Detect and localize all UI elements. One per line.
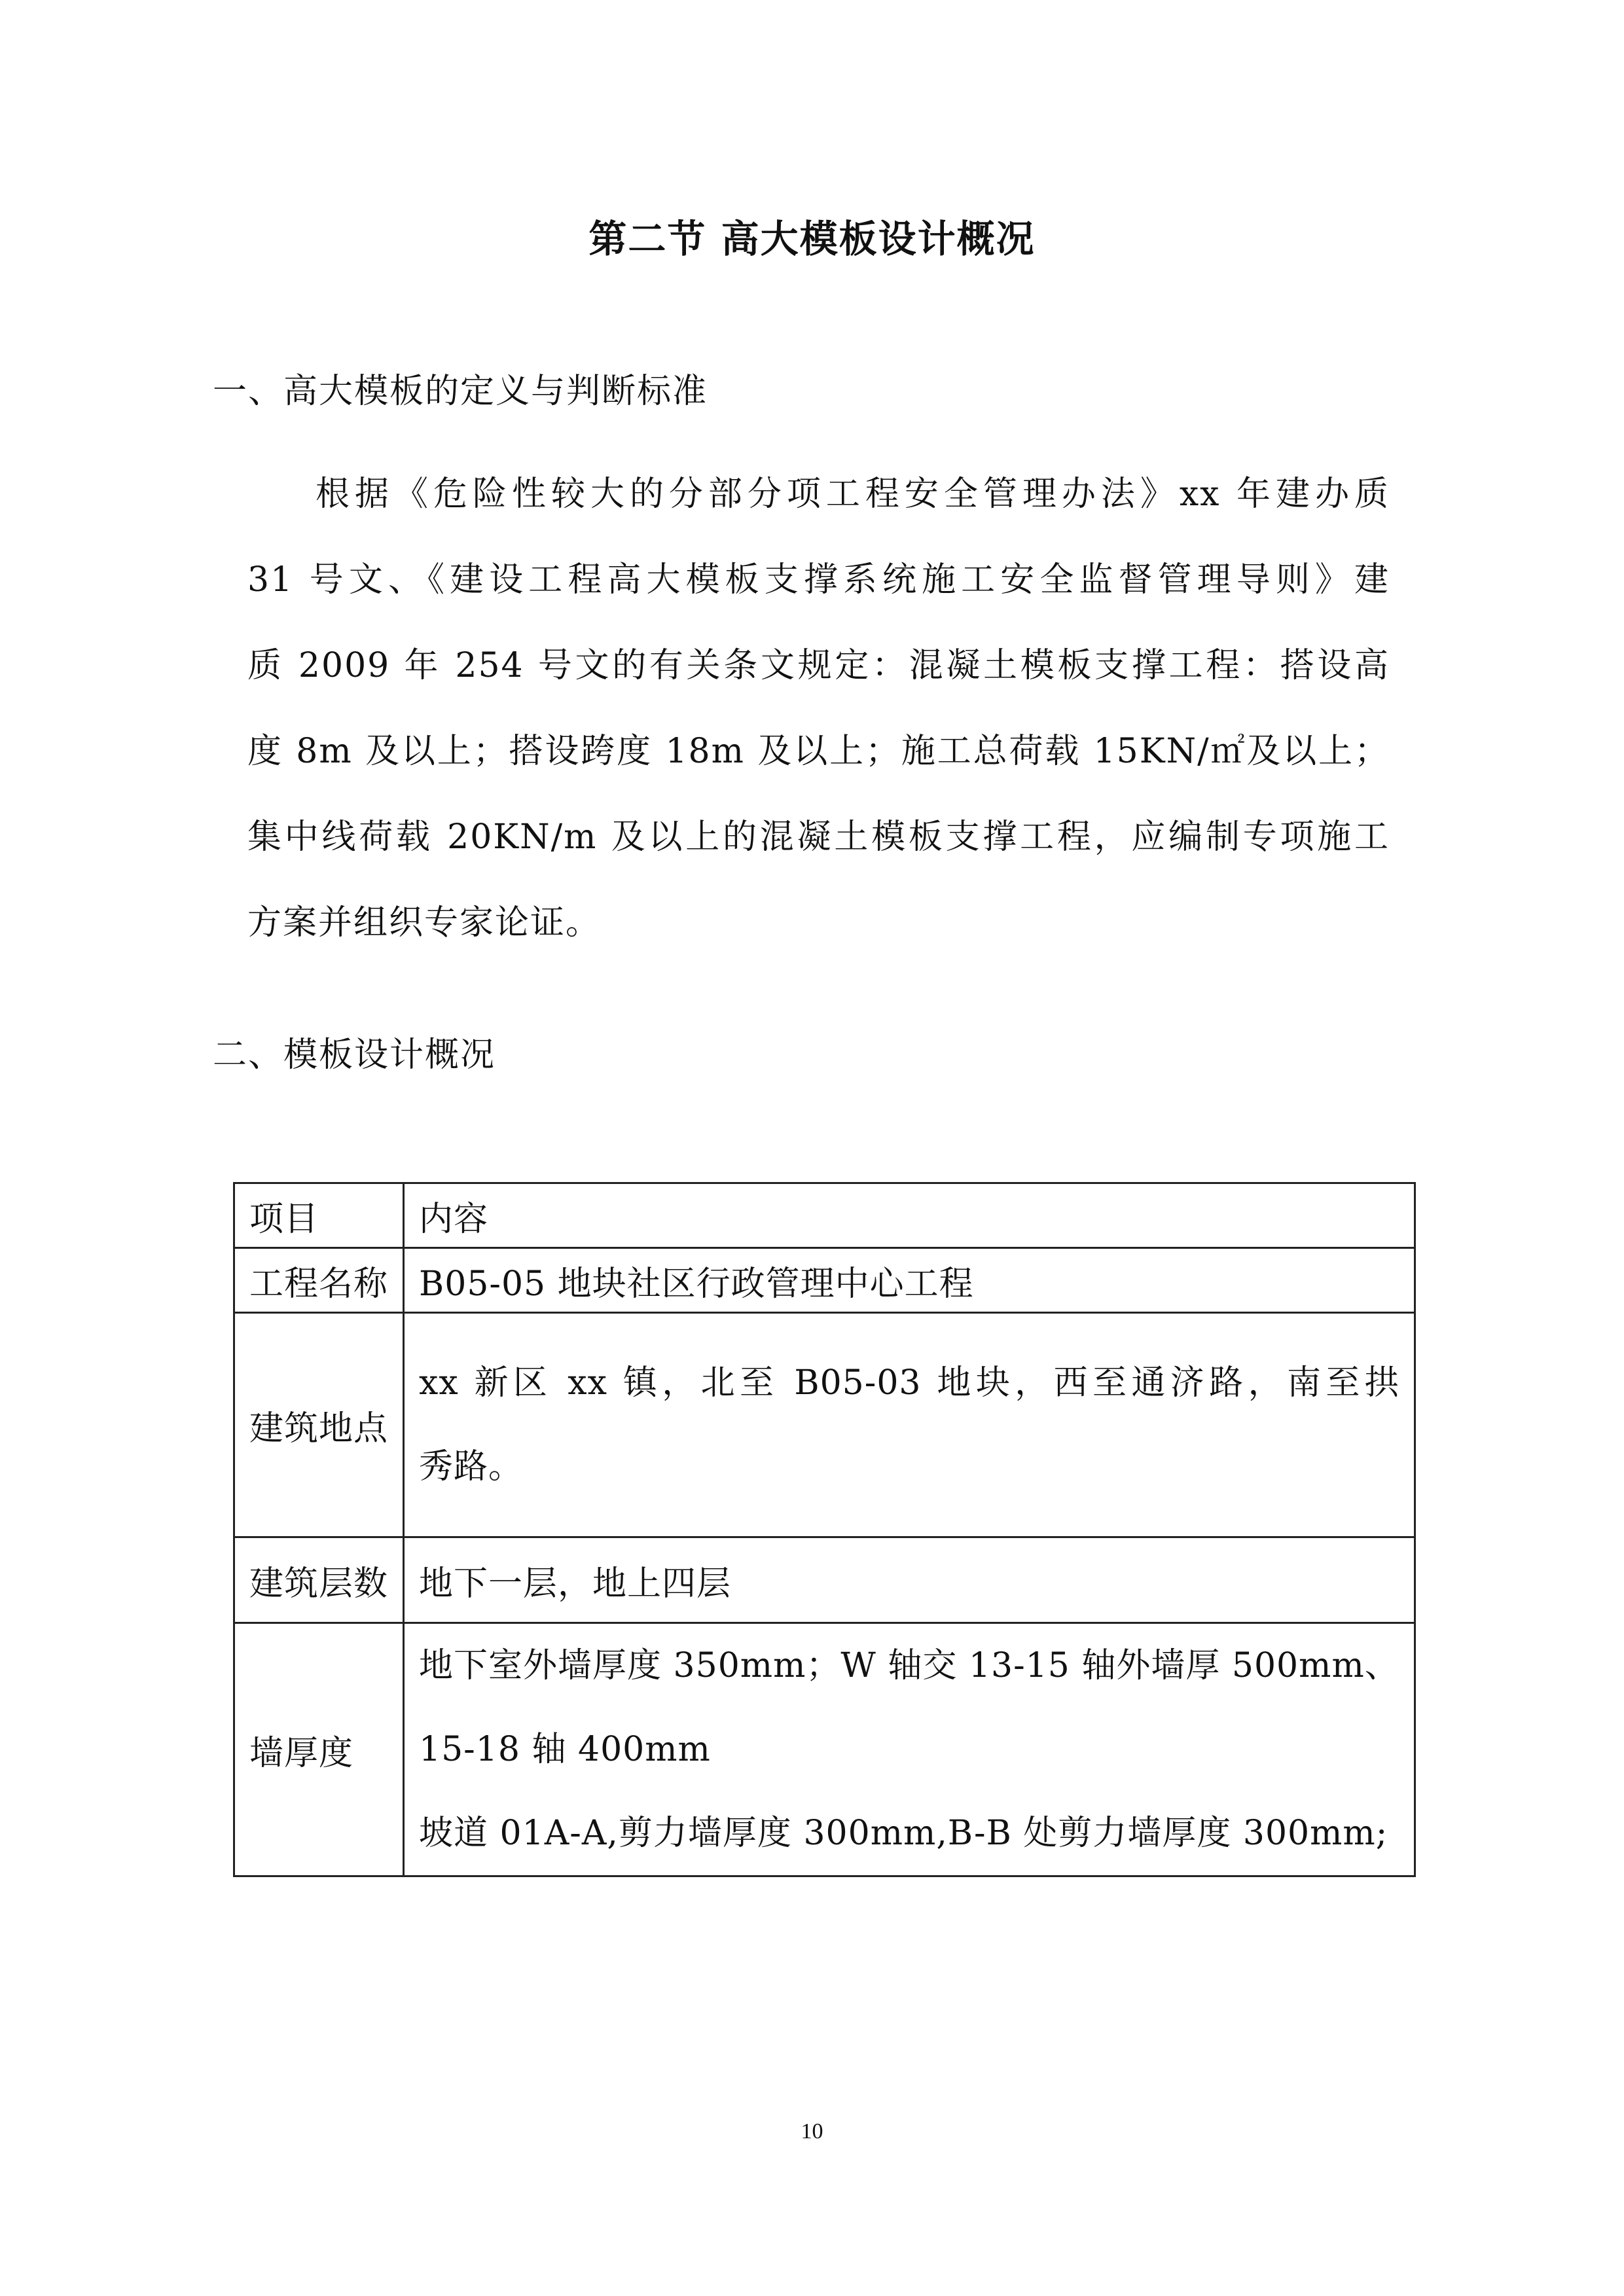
row-label: 工程名称 [234,1248,404,1313]
table-row-project-name [234,1248,1415,1313]
value-line: xx 新区 xx 镇，北至 B05-03 地块，西至通济路，南至拱 [419,1363,1399,1403]
row-label: 墙厚度 [234,1623,404,1876]
paragraph-line: 根据《危险性较大的分部分项工程安全管理办法》xx 年建办质 [316,475,1390,514]
row-value: B05-05 地块社区行政管理中心工程 [404,1248,1415,1313]
value-line: 秀路。 [419,1447,524,1486]
paragraph-line: 方案并组织专家论证。 [247,903,602,942]
row-value [404,1313,1415,1537]
row-value: 地下一层，地上四层 [404,1537,1415,1623]
paragraph-line: 度 8m 及以上；搭设跨度 18m 及以上；施工总荷载 15KN/㎡及以上； [247,732,1390,771]
row-value [404,1623,1415,1876]
paragraph-line: 集中线荷载 20KN/m 及以上的混凝土模板支撑工程，应编制专项施工 [247,817,1390,857]
table-row-wall-thickness [234,1623,1415,1876]
page-number: 10 [801,2119,823,2144]
heading-formwork-overview: 二、模板设计概况 [213,1035,496,1075]
header-cell-item: 项目 [234,1183,404,1248]
paragraph-line: 质 2009 年 254 号文的有关条文规定：混凝土模板支撑工程：搭设高 [247,646,1390,685]
row-label: 建筑地点 [234,1313,404,1537]
value-line: 坡道 01A-A,剪力墙厚度 300mm,B-B 处剪力墙厚度 300mm; [419,1814,1388,1853]
table-header-row [234,1183,1415,1248]
value-line: 地下室外墙厚度 350mm；W 轴交 13-15 轴外墙厚 500mm、 [419,1646,1399,1685]
row-label: 建筑层数 [234,1537,404,1623]
project-spec-table [233,1182,1416,1877]
value-line: 15-18 轴 400mm [419,1730,711,1769]
paragraph-line: 31 号文、《建设工程高大模板支撑系统施工安全监督管理导则》建 [247,560,1390,600]
table-row-floors [234,1537,1415,1623]
definition-paragraph [247,452,1390,966]
heading-definition-criteria: 一、高大模板的定义与判断标准 [213,372,708,411]
section-title: 第二节 高大模板设计概况 [588,217,1036,261]
table-row-site [234,1313,1415,1537]
header-cell-content: 内容 [404,1183,1415,1248]
